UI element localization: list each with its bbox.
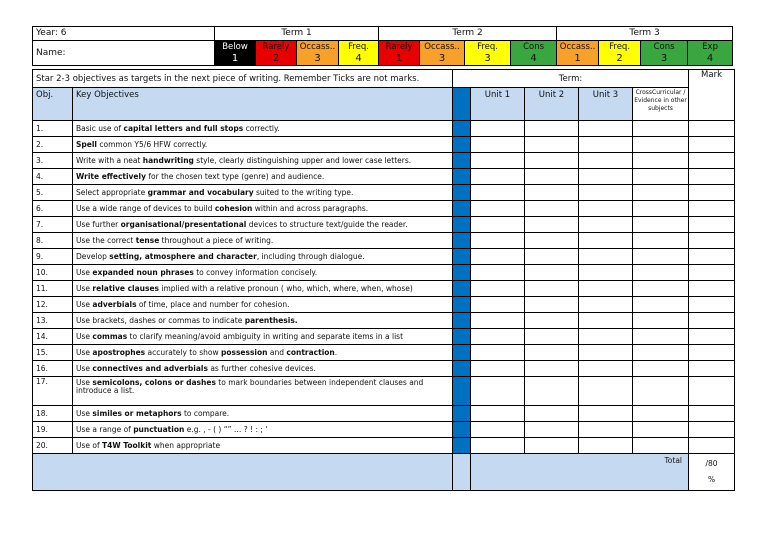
blue-marker-cell: [453, 313, 471, 329]
objective-text-part: Use brackets, dashes or commas to indicate: [76, 315, 245, 325]
objective-text-part: when appropriate: [151, 440, 221, 450]
mark-label: Mark: [689, 70, 735, 121]
blue-marker-cell: [453, 249, 471, 265]
objective-text-part: to convey information concisely.: [193, 267, 318, 277]
mark-cell[interactable]: [689, 406, 735, 422]
blue-marker-cell: [453, 297, 471, 313]
objective-text-part: correctly.: [243, 123, 280, 133]
unit2-cell[interactable]: [525, 313, 579, 329]
unit2-cell[interactable]: [525, 265, 579, 281]
cross-curricular-cell[interactable]: [633, 377, 689, 406]
objective-keyword: commas: [92, 331, 128, 341]
objective-text-part: for the chosen text type (genre) and audience.: [145, 171, 325, 181]
cross-curricular-cell[interactable]: [633, 438, 689, 454]
table-row: [33, 329, 735, 345]
objective-keyword: tense: [135, 235, 160, 245]
objective-text-part: Use: [76, 283, 93, 293]
unit1-cell[interactable]: [471, 137, 525, 153]
objective-keyword: possession: [220, 347, 268, 357]
term2-label: Term 2: [379, 27, 557, 41]
unit3-cell[interactable]: [579, 153, 633, 169]
band-t3-frequently[interactable]: Freq. 2: [599, 41, 641, 66]
band-t3-consistently[interactable]: Cons 3: [641, 41, 688, 66]
table-row: [33, 313, 735, 329]
cross-curricular-cell[interactable]: [633, 313, 689, 329]
cross-curricular-cell[interactable]: [633, 249, 689, 265]
objective-number: 14.: [33, 329, 73, 345]
objective-number: 9.: [33, 249, 73, 265]
objective-text-part: style, clearly distinguishing upper and lower case letters.: [193, 155, 412, 165]
band-t1-rarely[interactable]: Rarely 2: [256, 41, 297, 66]
table-row: [33, 297, 735, 313]
objective-text-part: common Y5/6 HFW correctly.: [97, 139, 208, 149]
band-t2-consistently[interactable]: Cons 4: [511, 41, 557, 66]
objective-keyword: connectives and adverbials: [92, 363, 208, 373]
objective-keyword: cohesion: [214, 203, 253, 213]
mark-cell[interactable]: [689, 377, 735, 406]
objective-text-part: Use: [76, 267, 93, 277]
objective-text: [73, 345, 453, 361]
unit1-cell[interactable]: [471, 201, 525, 217]
unit3-cell[interactable]: [579, 265, 633, 281]
objective-text-part: Basic use of: [76, 123, 124, 133]
objective-keyword: handwriting: [142, 155, 194, 165]
band-t1-occasionally[interactable]: Occass.. 3: [297, 41, 339, 66]
blue-marker-cell: [453, 217, 471, 233]
table-row: [33, 281, 735, 297]
objective-text: [73, 361, 453, 377]
band-t2-occasionally[interactable]: Occass.. 3: [420, 41, 465, 66]
table-row: [33, 345, 735, 361]
blue-marker-cell: [453, 406, 471, 422]
unit1-cell[interactable]: [471, 153, 525, 169]
blue-marker-cell: [453, 153, 471, 169]
total-mark[interactable]: /80 %: [689, 454, 735, 491]
table-row: [33, 201, 735, 217]
unit1-cell[interactable]: [471, 281, 525, 297]
objective-keyword: punctuation: [133, 424, 185, 434]
table-row: [33, 361, 735, 377]
mark-cell[interactable]: [689, 313, 735, 329]
table-row: [33, 438, 735, 454]
blue-marker-cell: [453, 233, 471, 249]
header-table: [32, 26, 733, 66]
band-t2-rarely[interactable]: Rarely 1: [379, 41, 420, 66]
objective-text: [73, 329, 453, 345]
unit3-cell[interactable]: [579, 121, 633, 137]
blue-marker-cell: [453, 422, 471, 438]
blue-marker-cell: [453, 329, 471, 345]
table-row: [33, 406, 735, 422]
objective-text: [73, 217, 453, 233]
blue-marker-cell: [453, 169, 471, 185]
objective-number: 2.: [33, 137, 73, 153]
cross-curricular-header: CrossCurricular / Evidence in other subjects: [633, 88, 689, 121]
unit3-cell[interactable]: [579, 233, 633, 249]
cross-curricular-cell[interactable]: [633, 153, 689, 169]
blue-marker-cell: [453, 438, 471, 454]
objective-keyword: capital letters and full stops: [123, 123, 244, 133]
objective-number: 3.: [33, 153, 73, 169]
objective-keyword: semicolons, colons or dashes: [92, 378, 216, 387]
cross-curricular-cell[interactable]: [633, 297, 689, 313]
mark-cell[interactable]: [689, 137, 735, 153]
table-row: [33, 249, 735, 265]
unit2-header: Unit 2: [525, 88, 579, 121]
cross-curricular-cell[interactable]: [633, 185, 689, 201]
unit2-cell[interactable]: [525, 233, 579, 249]
objective-text: [73, 169, 453, 185]
objective-keyword: contraction: [286, 347, 335, 357]
objective-text-part: accurately to show: [145, 347, 221, 357]
unit2-cell[interactable]: [525, 185, 579, 201]
instruction-note: Star 2-3 objectives as targets in the next piece of writing. Remember Ticks are not marks.: [33, 70, 453, 88]
table-row: [33, 153, 735, 169]
unit3-cell[interactable]: [579, 361, 633, 377]
objective-number: 11.: [33, 281, 73, 297]
unit2-cell[interactable]: [525, 121, 579, 137]
total-label: Total: [471, 454, 689, 491]
unit1-cell[interactable]: [471, 121, 525, 137]
mark-cell[interactable]: [689, 185, 735, 201]
unit1-cell[interactable]: [471, 185, 525, 201]
unit3-cell[interactable]: [579, 438, 633, 454]
year-label: Year: 6: [33, 27, 215, 41]
objective-text-part: Use further: [76, 219, 121, 229]
objective-number: 17.: [33, 377, 73, 406]
objective-text: [73, 121, 453, 137]
blue-marker-cell: [453, 137, 471, 153]
objective-keyword: grammar and vocabulary: [147, 187, 254, 197]
objective-text-part: Use of: [76, 440, 103, 450]
objective-keyword: similes or metaphors: [92, 408, 182, 418]
unit1-cell[interactable]: [471, 313, 525, 329]
objective-number: 8.: [33, 233, 73, 249]
objective-keyword: Spell: [76, 139, 97, 149]
objective-text-part: Use: [76, 331, 93, 341]
total-blue-gap: [453, 454, 471, 491]
unit3-cell[interactable]: [579, 137, 633, 153]
objective-text: [73, 265, 453, 281]
objectives-table: [32, 69, 735, 491]
obj-column-header: Obj.: [33, 88, 73, 121]
unit2-cell[interactable]: [525, 345, 579, 361]
table-row: [33, 422, 735, 438]
blue-marker-cell: [453, 265, 471, 281]
unit3-cell[interactable]: [579, 297, 633, 313]
cross-curricular-cell[interactable]: [633, 233, 689, 249]
cross-curricular-cell[interactable]: [633, 169, 689, 185]
objective-keyword: relative clauses: [92, 283, 159, 293]
unit1-cell[interactable]: [471, 422, 525, 438]
objective-keyword: adverbials: [92, 299, 137, 309]
objective-number: 7.: [33, 217, 73, 233]
mark-cell[interactable]: [689, 233, 735, 249]
unit2-cell[interactable]: [525, 297, 579, 313]
term3-label: Term 3: [557, 27, 733, 41]
blue-marker-cell: [453, 281, 471, 297]
objective-text-part: Select appropriate: [76, 187, 148, 197]
mark-cell[interactable]: [689, 281, 735, 297]
mark-cell[interactable]: [689, 345, 735, 361]
term1-label: Term 1: [215, 27, 379, 41]
objective-keyword: organisational/presentational: [120, 219, 247, 229]
objective-text-part: Develop: [76, 251, 110, 261]
objective-keyword: apostrophes: [92, 347, 146, 357]
unit2-cell[interactable]: [525, 249, 579, 265]
unit1-header: Unit 1: [471, 88, 525, 121]
unit1-cell[interactable]: [471, 345, 525, 361]
table-row: [33, 185, 735, 201]
objective-text: [73, 137, 453, 153]
unit3-header: Unit 3: [579, 88, 633, 121]
total-filler: [33, 454, 453, 491]
unit1-cell[interactable]: [471, 329, 525, 345]
unit3-cell[interactable]: [579, 169, 633, 185]
table-row: [33, 217, 735, 233]
objective-text-part: Write with a neat: [76, 155, 143, 165]
objective-text-part: as further cohesive devices.: [207, 363, 316, 373]
cross-curricular-cell[interactable]: [633, 137, 689, 153]
objective-text: [73, 438, 453, 454]
objective-number: 15.: [33, 345, 73, 361]
unit3-cell[interactable]: [579, 217, 633, 233]
objective-text-part: suited to the writing type.: [253, 187, 354, 197]
unit3-cell[interactable]: [579, 377, 633, 406]
objective-text-part: Use: [76, 408, 93, 418]
unit2-cell[interactable]: [525, 153, 579, 169]
table-row: [33, 137, 735, 153]
objective-text-part: of time, place and number for cohesion.: [136, 299, 290, 309]
objective-text: [73, 313, 453, 329]
unit1-cell[interactable]: [471, 233, 525, 249]
band-t3-occasionally[interactable]: Occass.. 1: [557, 41, 599, 66]
unit3-cell[interactable]: [579, 329, 633, 345]
unit2-cell[interactable]: [525, 281, 579, 297]
objective-text-part: .: [334, 347, 338, 357]
objective-text: [73, 297, 453, 313]
term-label: Term:: [453, 70, 689, 88]
objective-text: [73, 185, 453, 201]
objective-text: [73, 249, 453, 265]
unit1-cell[interactable]: [471, 438, 525, 454]
unit2-cell[interactable]: [525, 361, 579, 377]
blue-marker-column: [453, 88, 471, 121]
objective-text-part: to clarify meaning/avoid ambiguity in writing and separate items in a list: [127, 331, 404, 341]
objective-keyword: setting, atmosphere and character: [109, 251, 257, 261]
objective-number: 20.: [33, 438, 73, 454]
cross-curricular-cell[interactable]: [633, 281, 689, 297]
objective-text-part: Use a range of: [76, 424, 134, 434]
band-t1-below[interactable]: Below 1: [215, 41, 256, 66]
objective-keyword: T4W Toolkit: [102, 440, 152, 450]
unit1-cell[interactable]: [471, 361, 525, 377]
objective-keyword: Write effectively: [76, 171, 146, 181]
objective-text-part: implied with a relative pronoun ( who, which, where, when, whose): [159, 283, 413, 293]
blue-marker-cell: [453, 121, 471, 137]
table-row: [33, 233, 735, 249]
objective-number: 16.: [33, 361, 73, 377]
key-objectives-header: Key Objectives: [73, 88, 453, 121]
mark-cell[interactable]: [689, 265, 735, 281]
cross-curricular-cell[interactable]: [633, 265, 689, 281]
objective-number: 12.: [33, 297, 73, 313]
unit2-cell[interactable]: [525, 169, 579, 185]
mark-cell[interactable]: [689, 153, 735, 169]
mark-cell[interactable]: [689, 422, 735, 438]
mark-cell[interactable]: [689, 121, 735, 137]
unit2-cell[interactable]: [525, 406, 579, 422]
objective-text-part: Use: [76, 378, 93, 387]
objective-number: 4.: [33, 169, 73, 185]
objective-number: 5.: [33, 185, 73, 201]
mark-cell[interactable]: [689, 217, 735, 233]
unit3-cell[interactable]: [579, 281, 633, 297]
objective-text: [73, 281, 453, 297]
blue-marker-cell: [453, 345, 471, 361]
objective-keyword: parenthesis.: [244, 315, 298, 325]
cross-curricular-cell[interactable]: [633, 361, 689, 377]
unit3-cell[interactable]: [579, 201, 633, 217]
objective-text-part: , including through dialogue.: [256, 251, 365, 261]
band-t2-frequently[interactable]: Freq. 3: [465, 41, 511, 66]
unit1-cell[interactable]: [471, 406, 525, 422]
unit3-cell[interactable]: [579, 422, 633, 438]
objective-text: [73, 377, 453, 406]
objective-text: [73, 422, 453, 438]
band-t1-frequently[interactable]: Freq. 4: [339, 41, 379, 66]
table-row: [33, 265, 735, 281]
objective-text-part: Use: [76, 299, 93, 309]
objective-text: [73, 233, 453, 249]
blue-marker-cell: [453, 377, 471, 406]
band-t3-exceeding[interactable]: Exp 4: [688, 41, 733, 66]
mark-cell[interactable]: [689, 201, 735, 217]
unit3-cell[interactable]: [579, 249, 633, 265]
mark-cell[interactable]: [689, 361, 735, 377]
unit2-cell[interactable]: [525, 137, 579, 153]
blue-marker-cell: [453, 361, 471, 377]
objective-text-part: to compare.: [181, 408, 230, 418]
unit1-cell[interactable]: [471, 297, 525, 313]
objective-keyword: expanded noun phrases: [92, 267, 194, 277]
mark-cell[interactable]: [689, 329, 735, 345]
table-row: [33, 377, 735, 406]
unit1-cell[interactable]: [471, 377, 525, 406]
objective-text-part: throughout a piece of writing.: [159, 235, 274, 245]
cross-curricular-cell[interactable]: [633, 217, 689, 233]
objective-text-part: Use: [76, 347, 93, 357]
objective-number: 6.: [33, 201, 73, 217]
cross-curricular-cell[interactable]: [633, 345, 689, 361]
mark-cell[interactable]: [689, 297, 735, 313]
table-row: [33, 121, 735, 137]
cross-curricular-cell[interactable]: [633, 201, 689, 217]
unit2-cell[interactable]: [525, 329, 579, 345]
unit2-cell[interactable]: [525, 438, 579, 454]
objective-text-part: within and across paragraphs.: [252, 203, 369, 213]
blue-marker-cell: [453, 201, 471, 217]
unit2-cell[interactable]: [525, 422, 579, 438]
objective-text-part: e.g. , - ( ) “” … ? ! : ; ‘: [184, 424, 268, 434]
objective-number: 13.: [33, 313, 73, 329]
unit1-cell[interactable]: [471, 249, 525, 265]
mark-cell[interactable]: [689, 169, 735, 185]
objective-number: 19.: [33, 422, 73, 438]
blue-marker-cell: [453, 185, 471, 201]
name-field[interactable]: Name:: [33, 41, 215, 66]
mark-cell[interactable]: [689, 438, 735, 454]
mark-cell[interactable]: [689, 249, 735, 265]
table-row: [33, 169, 735, 185]
objective-text-part: Use: [76, 363, 93, 373]
unit3-cell[interactable]: [579, 345, 633, 361]
cross-curricular-cell[interactable]: [633, 406, 689, 422]
objective-text: [73, 406, 453, 422]
objective-text: [73, 153, 453, 169]
objective-text-part: Use a wide range of devices to build: [76, 203, 215, 213]
objective-number: 18.: [33, 406, 73, 422]
unit2-cell[interactable]: [525, 217, 579, 233]
cross-curricular-cell[interactable]: [633, 329, 689, 345]
objective-text-part: Use the correct: [76, 235, 136, 245]
unit2-cell[interactable]: [525, 377, 579, 406]
objective-text-part: and: [267, 347, 287, 357]
objective-number: 10.: [33, 265, 73, 281]
unit1-cell[interactable]: [471, 265, 525, 281]
objective-text: [73, 201, 453, 217]
objective-text-part: devices to structure text/guide the reader.: [246, 219, 408, 229]
unit3-cell[interactable]: [579, 406, 633, 422]
cross-curricular-cell[interactable]: [633, 422, 689, 438]
unit1-cell[interactable]: [471, 169, 525, 185]
unit3-cell[interactable]: [579, 313, 633, 329]
unit1-cell[interactable]: [471, 217, 525, 233]
unit2-cell[interactable]: [525, 201, 579, 217]
cross-curricular-cell[interactable]: [633, 121, 689, 137]
unit3-cell[interactable]: [579, 185, 633, 201]
objective-number: 1.: [33, 121, 73, 137]
objective-text-part: to mark boundaries between independent clauses and introduce a list.: [76, 378, 424, 395]
